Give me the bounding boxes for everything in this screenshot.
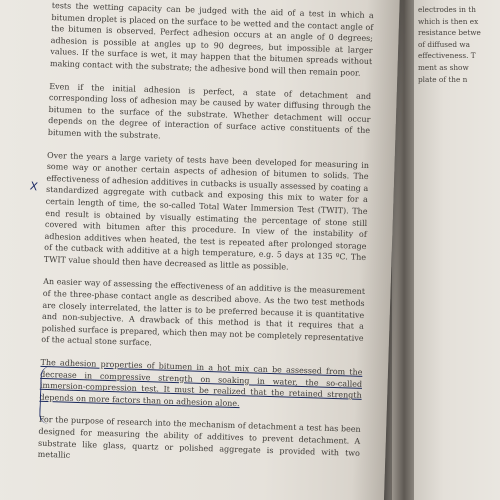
right-line: electrodes in th <box>418 5 476 14</box>
right-line: resistance betwe <box>418 28 481 38</box>
paragraph-research-test: For the purpose of research into the mechanism of detachment a test has been designed for measuring the ability of additives to prevent detachment. A substrate like glass, quartz or polished aggregate is provided with two metallic <box>37 415 361 460</box>
right-line: which is then ex <box>418 16 479 26</box>
right-page-text <box>418 4 500 85</box>
paragraph-contact-angle-method: An easier way of assessing the effectiveness of an additive is the measurement of the three-phase contact angle as described above. As the two test methods are closely interrelated, the latter is to be preferred because it is quantitative and non-subjective. A drawback of this method is that it requires that a polished surface is prepared, which then may not be completely representative of the actual stone surface. <box>41 277 366 348</box>
right-line: effectiveness. T <box>418 51 476 61</box>
margin-bracket <box>39 366 52 424</box>
margin-x-mark: X <box>28 179 39 194</box>
right-line: ment as show <box>418 62 469 72</box>
right-line: of diffused wa <box>418 39 470 49</box>
paragraph-immersion-compression: The adhesion properties of bitumen in a hot mix can be assessed from the decrease in compressive strength on soaking in water, the so-called immersion-compression test. It must be realized that the retained strength depends on more factors than on adhesion alone. <box>39 357 363 408</box>
right-line: plate of the n <box>418 74 468 84</box>
paragraph-detachment: Even if the initial adhesion is perfect, a state of detachment and corresponding loss of adhesion may be caused by water diffusing through the bitumen to the surface of the substrate. Whether detachment will occur depends on the degree of interaction of surface active constituents of the bitumen with the substrate. <box>47 81 372 141</box>
left-page-text <box>37 0 374 482</box>
paragraph-twit: Over the years a large variety of tests have been developed for measuring in some way or another certain aspects of adhesion of bitumen to solids. The effectiveness of adhesion additives in cutbacks is usually assessed by coating a standardized aggregate with cutback and exposing this mix to water for a certain length of time, the so-called Total Water Immersion Test (TWIT). The end result is obtained by visually estimating the percentage of stone still covered with bitumen after this procedure. In view of the instability of adhesion additives when heated, the test is repeated after prolonged storage of the cutback with additive at a high temperature, e.g. 5 days at 135 ºC. The TWIT value should then have decreased as little as possible. <box>43 150 370 272</box>
paragraph-contact-angle: tests the wetting capacity can be judged with the aid of a test in which a bitumen droplet is placed on the surface to be wetted and the contact angle of the bitumen is observed. Perfect adhesion occurs at an angle of 0 degrees; adhesion is possible at angles up to 90 degrees, but impossible at larger values. If the surface is wet, it may happen that the bitumen spreads without making contact with the substrate; the adhesive bond will then remain poor. <box>49 0 374 78</box>
